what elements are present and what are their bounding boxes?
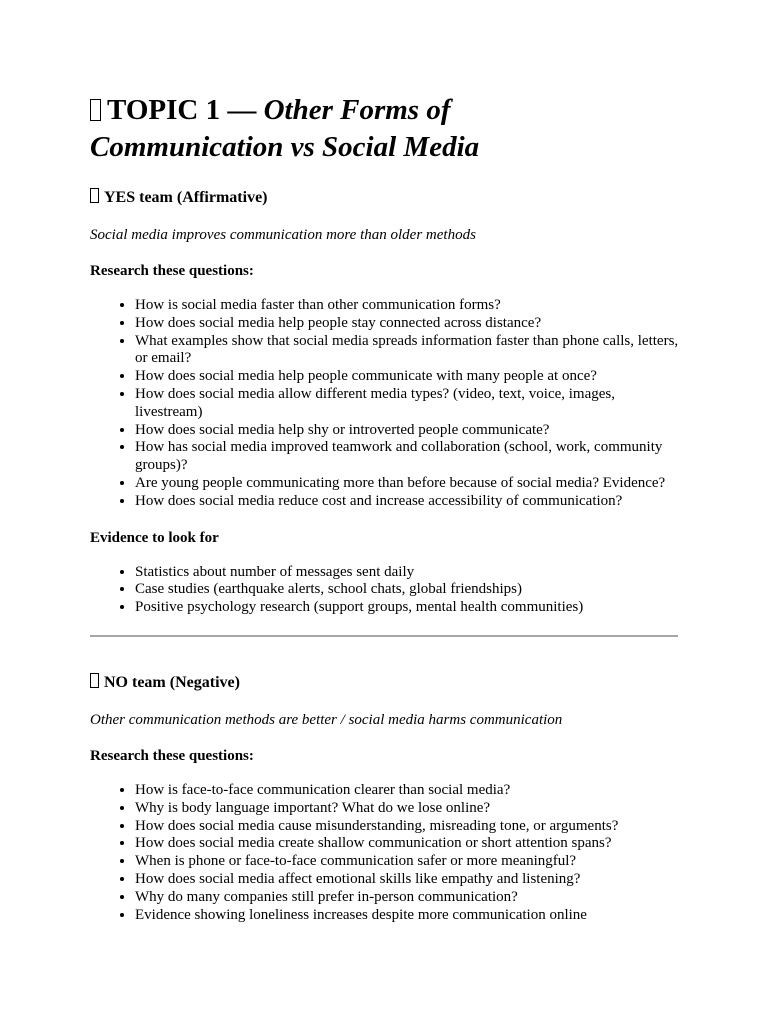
yes-questions-list [90, 297, 680, 511]
list-item: • Statistics about number of messages sent daily [135, 564, 680, 582]
no-team-heading-text: NO team (Negative) [104, 673, 240, 691]
list-item: • Positive psychology research (support groups, mental health communities) [135, 599, 680, 617]
list-item: • Why do many companies still prefer in-person communication? [135, 889, 680, 907]
topic-title [90, 92, 650, 166]
list-item: • How has social media improved teamwork and collaboration (school, work, community groups)? [135, 439, 680, 475]
yes-team-section [90, 188, 678, 617]
yes-research-label: Research these questions: [90, 263, 254, 279]
topic-prefix: TOPIC 1 — [107, 94, 264, 126]
list-item: • How does social media cause misunderstanding, misreading tone, or arguments? [135, 818, 680, 836]
list-item: • Why is body language important? What do we lose online? [135, 800, 680, 818]
list-item: • When is phone or face-to-face communication safer or more meaningful? [135, 853, 680, 871]
yes-evidence-label: Evidence to look for [90, 529, 219, 546]
list-item: • How is face-to-face communication clearer than social media? [135, 782, 680, 800]
missing-glyph-icon [90, 673, 99, 688]
list-item: • How does social media reduce cost and increase accessibility of communication? [135, 493, 680, 511]
yes-evidence-list [90, 564, 680, 617]
list-item: • What examples show that social media spreads information faster than phone calls, letters, or email? [135, 333, 680, 369]
list-item: • How does social media allow different media types? (video, text, voice, images, livestream) [135, 386, 680, 422]
list-item: • How does social media create shallow communication or short attention spans? [135, 835, 680, 853]
list-item: • How is social media faster than other communication forms? [135, 297, 680, 315]
missing-glyph-icon [90, 188, 99, 203]
yes-team-subtitle: Social media improves communication more than older methods [90, 227, 476, 243]
missing-glyph-icon [90, 99, 101, 121]
no-team-heading [90, 673, 678, 693]
list-item: • How does social media help shy or introverted people communicate? [135, 422, 680, 440]
no-questions-list [90, 782, 680, 924]
list-item: • How does social media affect emotional skills like empathy and listening? [135, 871, 680, 889]
yes-team-heading-text: YES team (Affirmative) [104, 189, 268, 206]
list-item: • Evidence showing loneliness increases despite more communication online [135, 907, 680, 925]
list-item: • Are young people communicating more than before because of social media? Evidence? [135, 475, 680, 493]
no-team-section [90, 673, 678, 924]
list-item: • How does social media help people stay connected across distance? [135, 315, 680, 333]
list-item: • How does social media help people communicate with many people at once? [135, 368, 680, 386]
no-research-label: Research these questions: [90, 747, 254, 764]
yes-team-heading [90, 188, 678, 208]
list-item: • Case studies (earthquake alerts, school chats, global friendships) [135, 581, 680, 599]
section-divider [90, 635, 678, 637]
topic-title-italic: Other Forms of Communication vs Social Media [90, 94, 480, 163]
no-team-subtitle: Other communication methods are better / social media harms communication [90, 711, 563, 728]
